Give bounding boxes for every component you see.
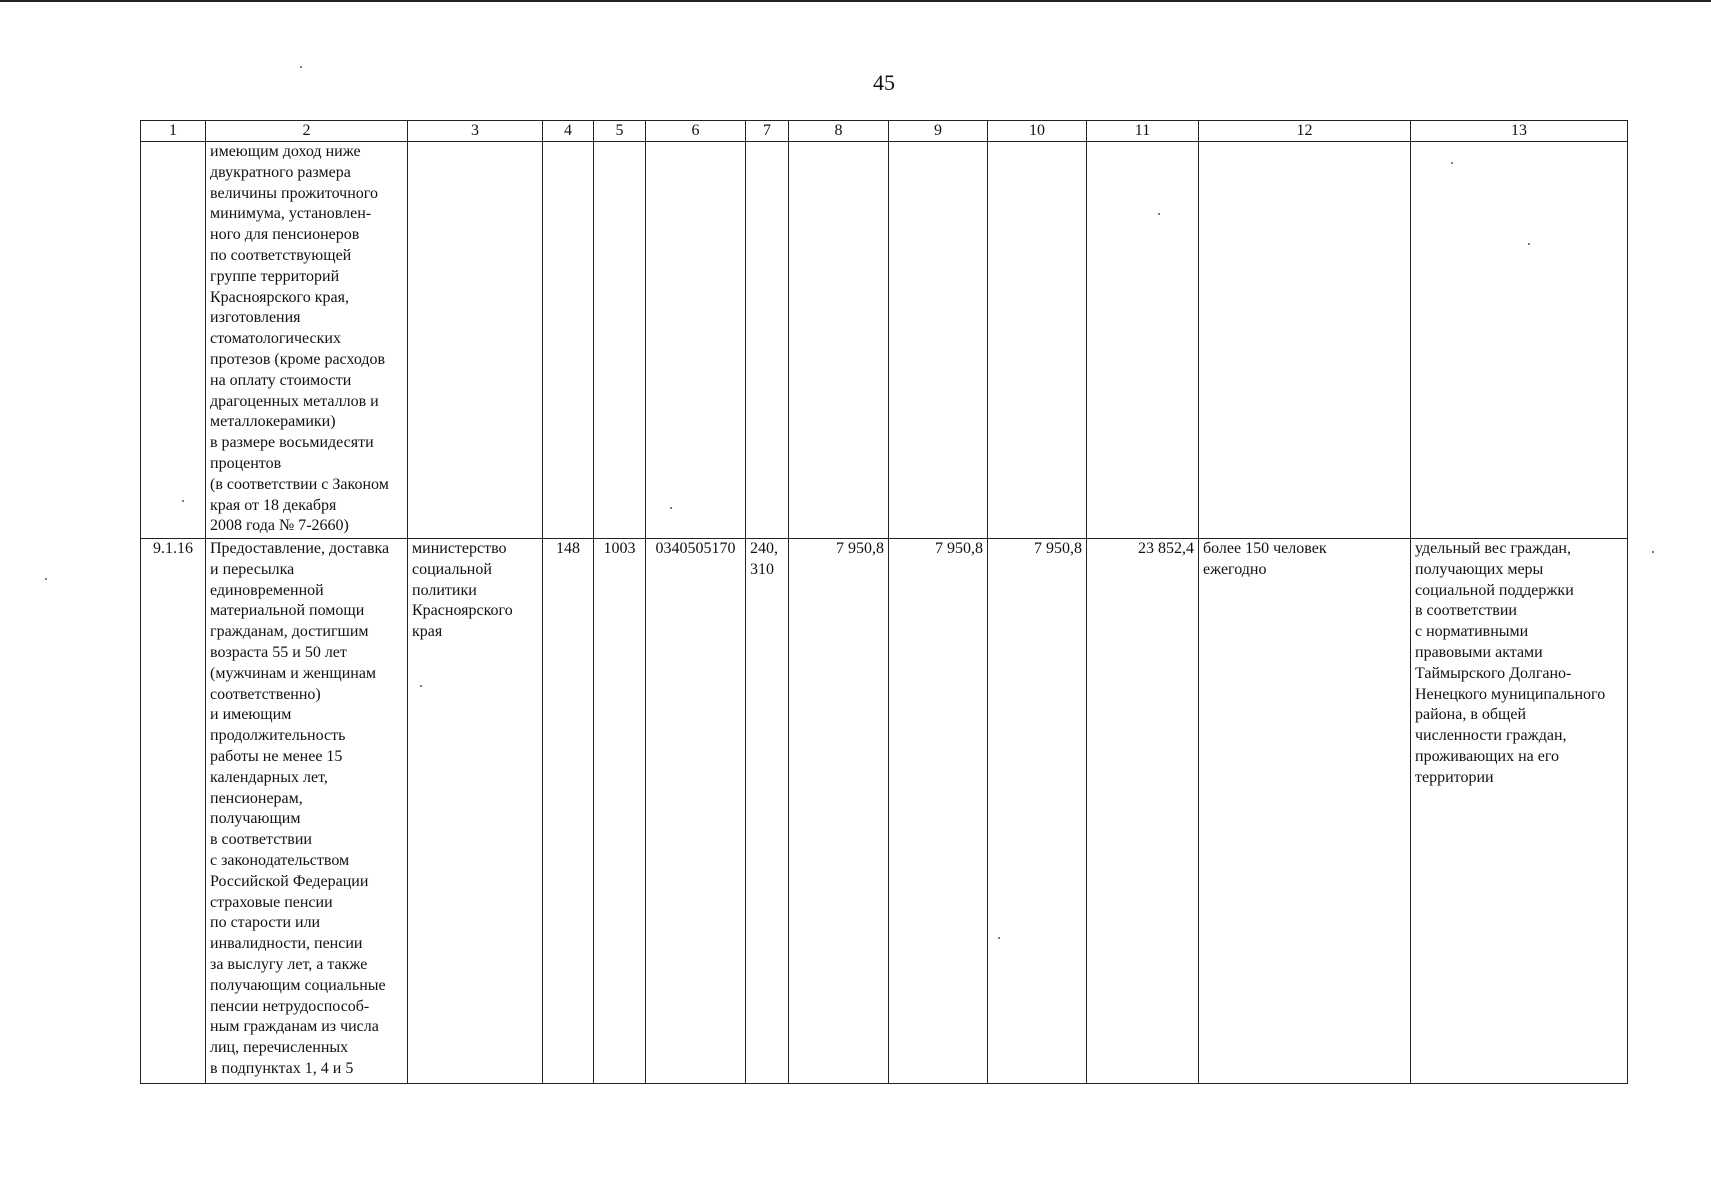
cell-amount-total: 23 852,4 (1087, 539, 1199, 1084)
budget-table (140, 120, 1628, 1084)
scan-speck (998, 937, 1000, 939)
header-cell: 12 (1199, 121, 1411, 142)
cell-item-number: 9.1.16 (141, 539, 206, 1084)
cell-code-target: 0340505170 (646, 539, 746, 1084)
header-cell: 1 (141, 121, 206, 142)
cell-code-section: 1003 (594, 539, 646, 1084)
page-number: 45 (873, 70, 895, 95)
header-cell: 7 (746, 121, 789, 142)
cell-empty (789, 142, 889, 539)
cell-amount-year1: 7 950,8 (789, 539, 889, 1084)
header-cell: 5 (594, 121, 646, 142)
cell-empty (889, 142, 988, 539)
scan-speck (1528, 243, 1530, 245)
cell-empty (408, 142, 543, 539)
header-cell: 3 (408, 121, 543, 142)
table-row-continued (141, 142, 1628, 539)
cell-empty (646, 142, 746, 539)
scan-speck (45, 578, 47, 580)
cell-amount-year3: 7 950,8 (988, 539, 1087, 1084)
cell-description: имеющим доход ниже двукратного размера величины прожиточного минимума, установлен- ного для пенсионеров по соответствующей группе территорий Красноярского края, изготовления стоматологических протезов (кроме расходов на оплату стоимости драгоценных металлов и металлокерамики) в размере восьмидесяти процентов (в соответствии с Законом края от 18 декабря 2008 года № 7-2660) (206, 142, 408, 539)
scan-speck (1451, 162, 1453, 164)
header-cell: 6 (646, 121, 746, 142)
scan-speck (670, 507, 672, 509)
cell-code-expense-type: 240, 310 (746, 539, 789, 1084)
cell-expected-result: более 150 человек ежегодно (1199, 539, 1411, 1084)
cell-code-grbs: 148 (543, 539, 594, 1084)
cell-empty (1199, 142, 1411, 539)
cell-administrator: министерство социальной политики Красноярского края (408, 539, 543, 1084)
cell-empty (594, 142, 646, 539)
cell-indicator: удельный вес граждан, получающих меры социальной поддержки в соответствии с нормативными правовыми актами Таймырского Долгано- Ненецкого муниципального района, в общей численности граждан, проживающих на его территории (1411, 539, 1628, 1084)
header-cell: 13 (1411, 121, 1628, 142)
table-row-9-1-16 (141, 539, 1628, 1084)
header-cell: 10 (988, 121, 1087, 142)
cell-empty (746, 142, 789, 539)
scan-speck (1158, 213, 1160, 215)
cell-empty (543, 142, 594, 539)
scan-speck (300, 66, 302, 68)
header-cell: 8 (789, 121, 889, 142)
scan-speck (182, 500, 184, 502)
cell-empty (1087, 142, 1199, 539)
page-top-edge (0, 0, 1711, 2)
cell-empty (1411, 142, 1628, 539)
header-cell: 2 (206, 121, 408, 142)
header-cell: 4 (543, 121, 594, 142)
scan-speck (1652, 551, 1654, 553)
header-row (141, 121, 1628, 142)
cell-number (141, 142, 206, 539)
header-cell: 11 (1087, 121, 1199, 142)
cell-description: Предоставление, доставка и пересылка единовременной материальной помощи гражданам, достигшим возраста 55 и 50 лет (мужчинам и женщинам соответственно) и имеющим продолжительность работы не менее 15 календарных лет, пенсионерам, получающим в соответствии с законодательством Российской Федерации страховые пенсии по старости или инвалидности, пенсии за выслугу лет, а также получающим социальные пенсии нетрудоспособ- ным гражданам из числа лиц, перечисленных в подпунктах 1, 4 и 5 (206, 539, 408, 1084)
cell-amount-year2: 7 950,8 (889, 539, 988, 1084)
scan-speck (420, 685, 422, 687)
cell-empty (988, 142, 1087, 539)
header-cell: 9 (889, 121, 988, 142)
